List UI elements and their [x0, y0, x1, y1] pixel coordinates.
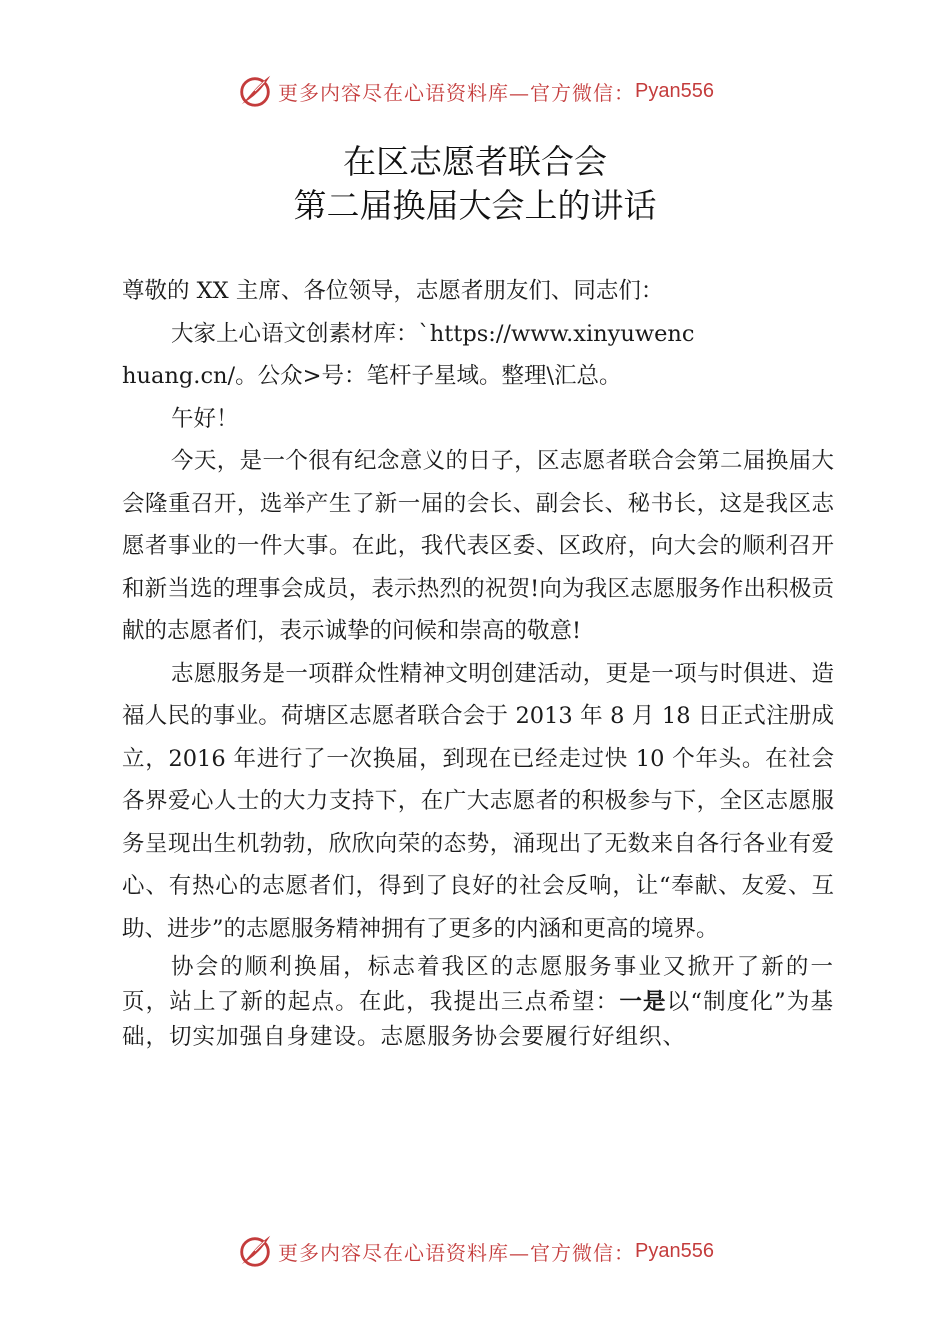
feather-logo-icon	[236, 72, 274, 110]
document-title-line1: 在区志愿者联合会	[343, 142, 607, 181]
paragraph-3	[122, 950, 834, 1055]
document-title-line2: 第二届换届大会上的讲话	[293, 186, 657, 225]
paragraph-3-text-a: 协会的顺利换届，标志着我区的志愿服务事业又掀开了新的一页，站上了新的起点。在此，我提出三点希望：	[122, 954, 834, 1015]
header-banner	[0, 72, 950, 110]
greeting: 午好！	[171, 405, 239, 432]
footer-banner	[0, 1232, 950, 1270]
document-body	[122, 270, 834, 1055]
banner-text: 更多内容尽在心语资料库—	[278, 1240, 531, 1265]
paragraph-2: 志愿服务是一项群众性精神文明创建活动，更是一项与时俱进、造福人民的事业。荷塘区志愿者联合会于 2013 年 8 月 18 日正式注册成立，2016 年进行了一次换届，到现在已经走过快 10 个年头。在社会各界爱心人士的大力支持下，在广大志愿者的积极参与下，全区志愿服务呈现出生机勃勃，欣欣向荣的态势，涌现出了无数来自各行各业有爱心、有热心的志愿者们，得到了良好的社会反响，让“奉献、友爱、互助、进步”的志愿服务精神拥有了更多的内涵和更高的境界。	[122, 660, 834, 942]
banner-wechat-label: 官方微信：	[530, 1240, 636, 1265]
salutation: 尊敬的 XX 主席、各位领导，志愿者朋友们、同志们：	[122, 278, 664, 304]
feather-logo-icon	[236, 1232, 274, 1270]
source-note-line2: huang.cn/。公众>号：笔杆子星域。整理\汇总。	[122, 363, 622, 389]
paragraph-3-bold: 一是	[619, 989, 667, 1015]
banner-text: 更多内容尽在心语资料库—	[278, 80, 531, 105]
paragraph-1: 今天，是一个很有纪念意义的日子，区志愿者联合会第二届换届大会隆重召开，选举产生了新一届的会长、副会长、秘书长，这是我区志愿者事业的一件大事。在此，我代表区委、区政府，向大会的顺利召开和新当选的理事会成员，表示热烈的祝贺!向为我区志愿服务作出积极贡献的志愿者们，表示诚挚的问候和崇高的敬意!	[122, 448, 834, 644]
source-note-line1: 大家上心语文创素材库：`https://www.xinyuwenc	[171, 320, 695, 347]
banner-wechat-id: Pyan556	[635, 1239, 714, 1262]
paragraph-3-text-b: 以“制度化”为基础，切实加强自身建设。志愿服务协会要履行好组织、	[122, 989, 834, 1050]
banner-wechat-label: 官方微信：	[530, 80, 636, 105]
banner-wechat-id: Pyan556	[635, 79, 714, 102]
